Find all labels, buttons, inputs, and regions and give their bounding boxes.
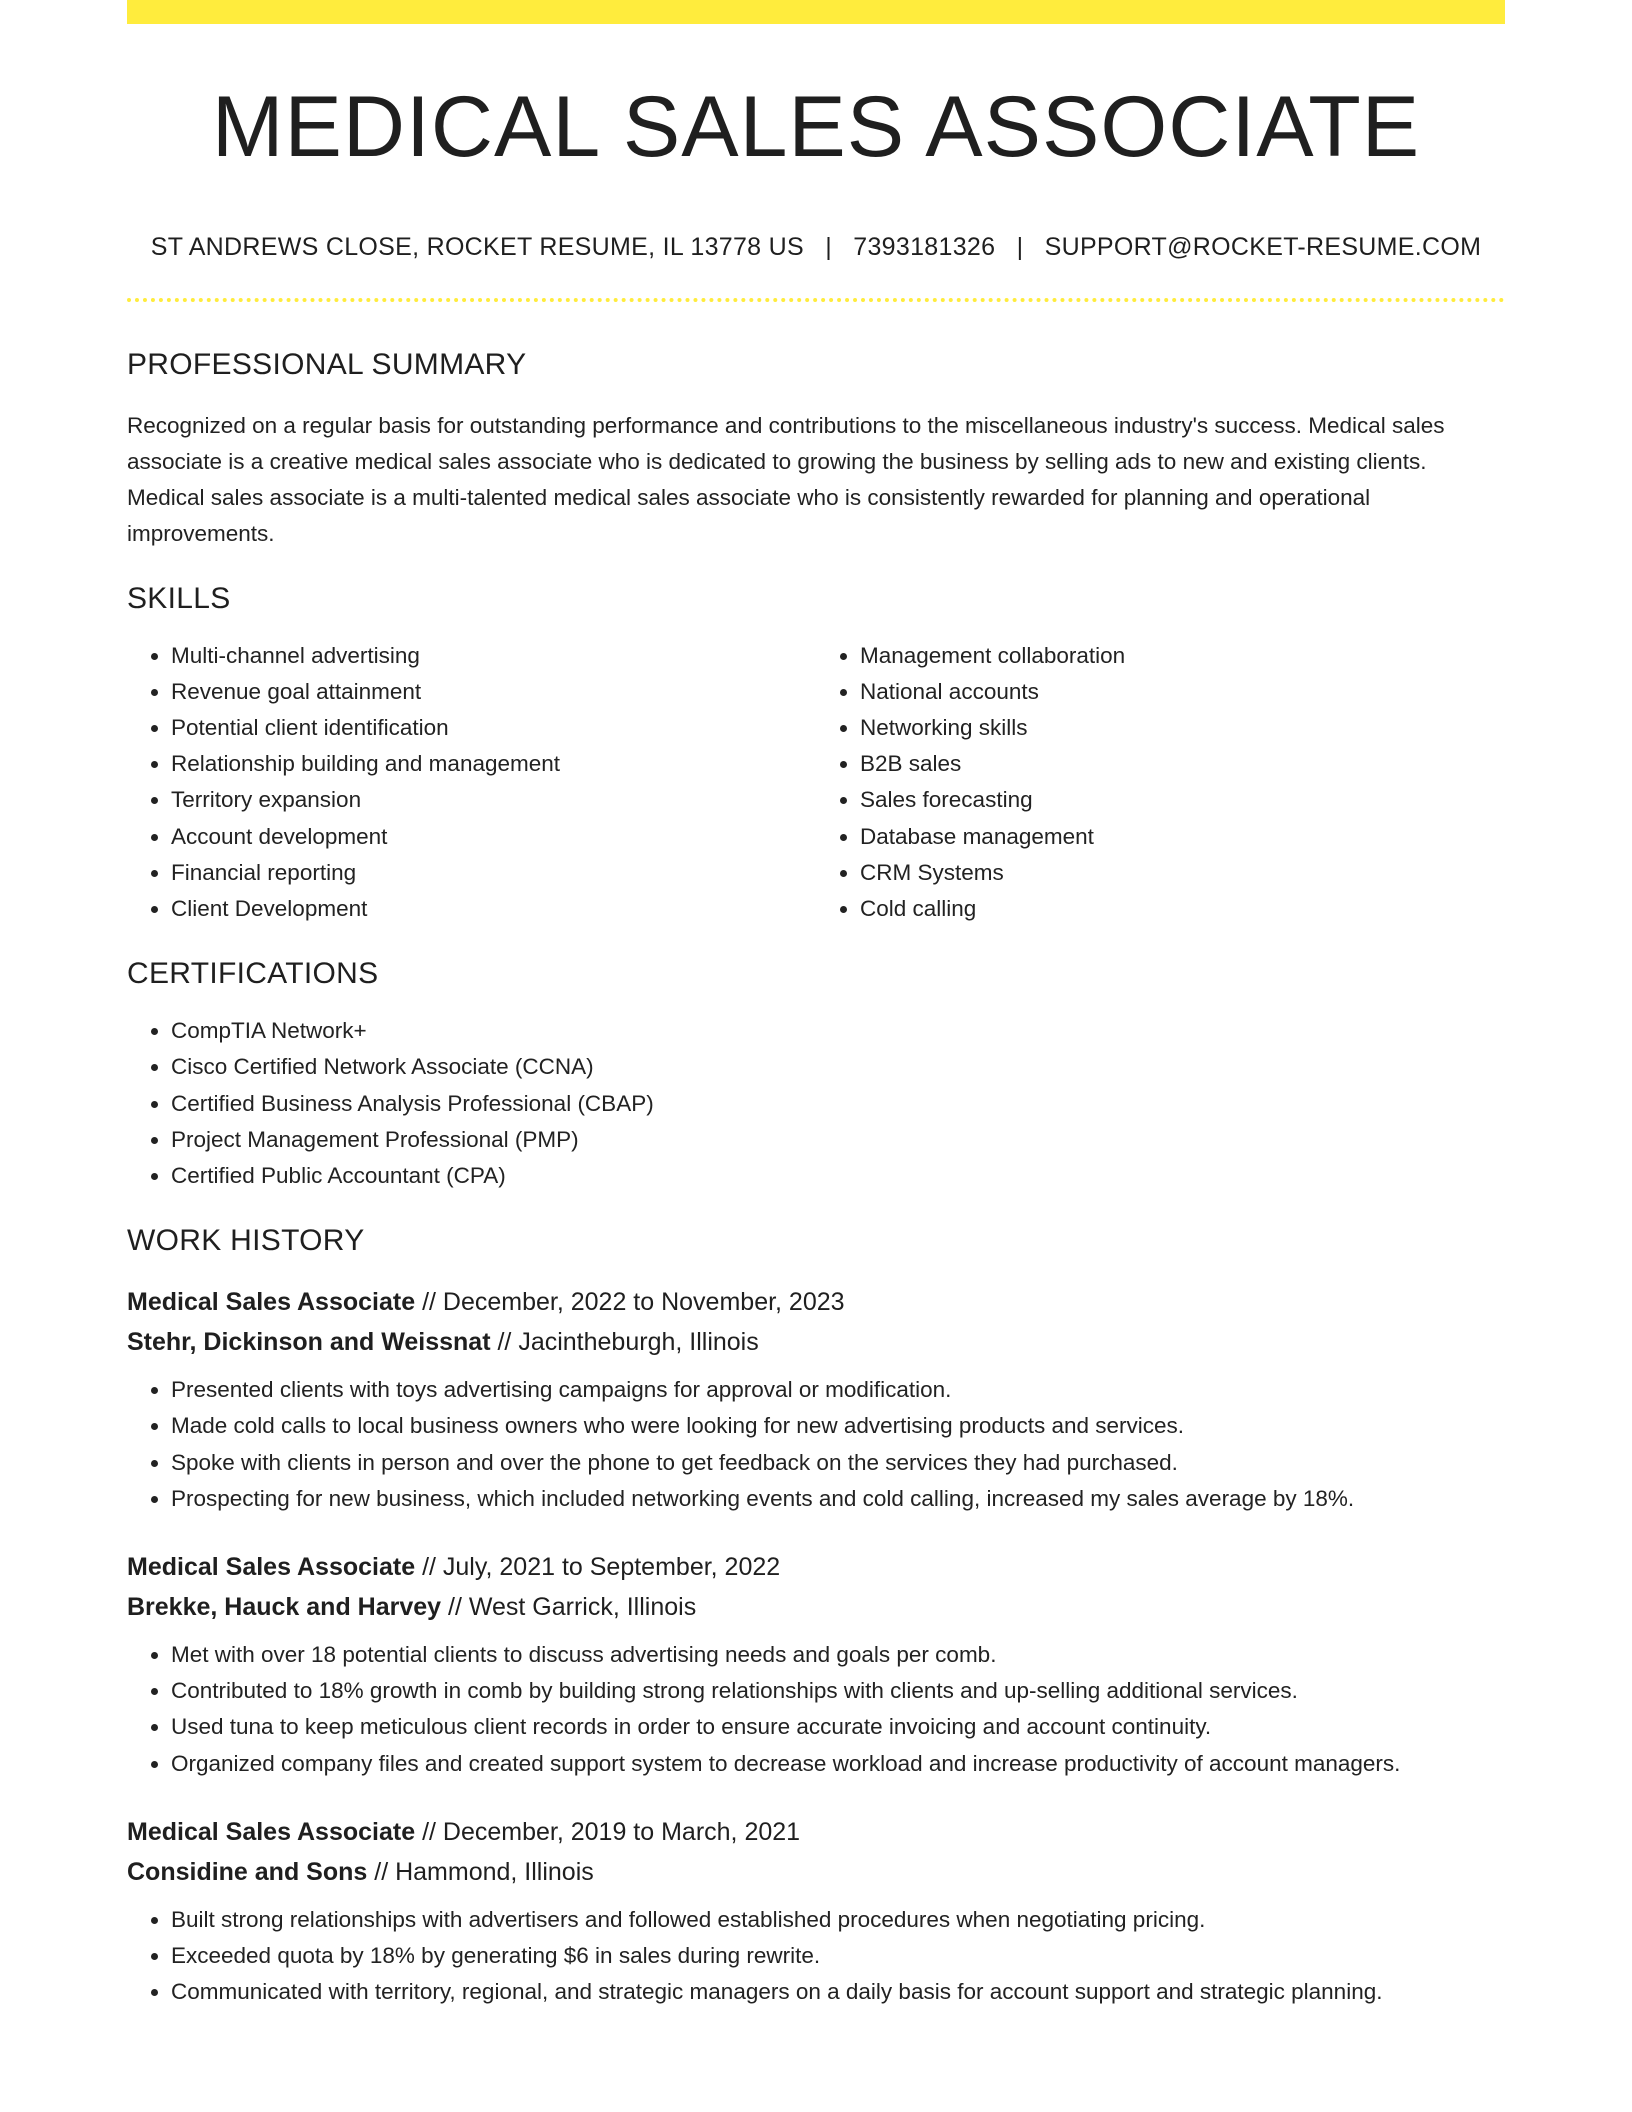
list-item: • Organized company files and created support system to decrease workload and increase productivity of account managers.: [171, 1746, 1505, 1782]
list-item: • Certified Public Accountant (CPA): [171, 1158, 1505, 1194]
list-item: • Exceeded quota by 18% by generating $6 in sales during rewrite.: [171, 1938, 1505, 1974]
skills-columns: [127, 638, 1505, 928]
skills-heading: SKILLS: [127, 581, 231, 615]
resume-name-title: MEDICAL SALES ASSOCIATE: [211, 79, 1421, 175]
list-item: • Project Management Professional (PMP): [171, 1122, 1505, 1158]
list-item: • Used tuna to keep meticulous client records in order to ensure accurate invoicing and account continuity.: [171, 1709, 1505, 1745]
job-bullet-list: [127, 1637, 1505, 1782]
list-item: • Client Development: [171, 891, 816, 927]
job-entry: [127, 1282, 1505, 1517]
certifications-list: [127, 1013, 1505, 1194]
list-item: • Revenue goal attainment: [171, 674, 816, 710]
list-item: • Communicated with territory, regional, and strategic managers on a daily basis for account support and strategic planning.: [171, 1974, 1505, 2010]
dotted-divider: [127, 298, 1505, 302]
certifications-heading: CERTIFICATIONS: [127, 957, 379, 991]
job-company-line: [127, 1322, 1505, 1362]
job-dates: // December, 2019 to March, 2021: [415, 1817, 801, 1846]
job-role: Medical Sales Associate: [127, 1817, 416, 1846]
job-company: Stehr, Dickinson and Weissnat: [127, 1328, 491, 1357]
summary-heading: PROFESSIONAL SUMMARY: [127, 347, 527, 381]
list-item: • Built strong relationships with advertisers and followed established procedures when negotiating pricing.: [171, 1902, 1505, 1938]
summary-text: Recognized on a regular basis for outstanding performance and contributions to the miscellaneous industry's success. Medical sales associate is a creative medical sales associate who is dedicated to growing the business by selling ads to new and existing clients. Medical sales associate is a multi-talented medical sales associate who is consistently rewarded for planning and operational improvements.: [127, 412, 1445, 546]
list-item: • National accounts: [860, 674, 1505, 710]
job-role-line: [127, 1812, 1505, 1852]
job-location: // Jacintheburgh, Illinois: [490, 1328, 759, 1357]
job-role: Medical Sales Associate: [127, 1553, 416, 1582]
list-item: • Cold calling: [860, 891, 1505, 927]
list-item: • Territory expansion: [171, 782, 816, 818]
list-item: • Database management: [860, 819, 1505, 855]
contact-separator: |: [1016, 232, 1024, 261]
work-history-list: [127, 1282, 1505, 2010]
list-item: • Management collaboration: [860, 638, 1505, 674]
job-role: Medical Sales Associate: [127, 1288, 416, 1317]
list-item: • Cisco Certified Network Associate (CCNA): [171, 1049, 1505, 1085]
list-item: • Potential client identification: [171, 710, 816, 746]
job-bullet-list: [127, 1902, 1505, 2011]
accent-top-bar: [127, 0, 1505, 24]
skills-list-right: [816, 638, 1505, 928]
job-location: // West Garrick, Illinois: [441, 1593, 697, 1622]
job-company-line: [127, 1852, 1505, 1892]
list-item: • Met with over 18 potential clients to discuss advertising needs and goals per comb.: [171, 1637, 1505, 1673]
list-item: • Multi-channel advertising: [171, 638, 816, 674]
job-role-line: [127, 1547, 1505, 1587]
list-item: • Account development: [171, 819, 816, 855]
contact-address: ST ANDREWS CLOSE, ROCKET RESUME, IL 13778 US: [150, 232, 804, 261]
job-bullet-list: [127, 1372, 1505, 1517]
list-item: • Networking skills: [860, 710, 1505, 746]
job-entry: [127, 1547, 1505, 1782]
job-company-line: [127, 1587, 1505, 1627]
skills-list-left: [127, 638, 816, 928]
list-item: • B2B sales: [860, 746, 1505, 782]
list-item: • Sales forecasting: [860, 782, 1505, 818]
list-item: • Relationship building and management: [171, 746, 816, 782]
job-company: Brekke, Hauck and Harvey: [127, 1593, 442, 1622]
list-item: • Financial reporting: [171, 855, 816, 891]
contact-phone: 7393181326: [853, 232, 996, 261]
list-item: • CompTIA Network+: [171, 1013, 1505, 1049]
job-dates: // December, 2022 to November, 2023: [415, 1288, 845, 1317]
list-item: • Presented clients with toys advertising campaigns for approval or modification.: [171, 1372, 1505, 1408]
list-item: • Certified Business Analysis Professional (CBAP): [171, 1086, 1505, 1122]
job-entry: [127, 1812, 1505, 2011]
contact-separator: |: [825, 232, 833, 261]
contact-email: SUPPORT@ROCKET-RESUME.COM: [1044, 232, 1482, 261]
list-item: • Contributed to 18% growth in comb by building strong relationships with clients and up-selling additional services.: [171, 1673, 1505, 1709]
contact-line: [127, 233, 1505, 262]
job-location: // Hammond, Illinois: [367, 1857, 594, 1886]
job-role-line: [127, 1282, 1505, 1322]
list-item: • CRM Systems: [860, 855, 1505, 891]
list-item: • Made cold calls to local business owners who were looking for new advertising products and services.: [171, 1408, 1505, 1444]
list-item: • Spoke with clients in person and over the phone to get feedback on the services they had purchased.: [171, 1445, 1505, 1481]
resume-page: [127, 0, 1505, 2010]
job-company: Considine and Sons: [127, 1857, 368, 1886]
job-dates: // July, 2021 to September, 2022: [415, 1553, 781, 1582]
work-history-heading: WORK HISTORY: [127, 1224, 365, 1258]
list-item: • Prospecting for new business, which included networking events and cold calling, increased my sales average by 18%.: [171, 1481, 1505, 1517]
